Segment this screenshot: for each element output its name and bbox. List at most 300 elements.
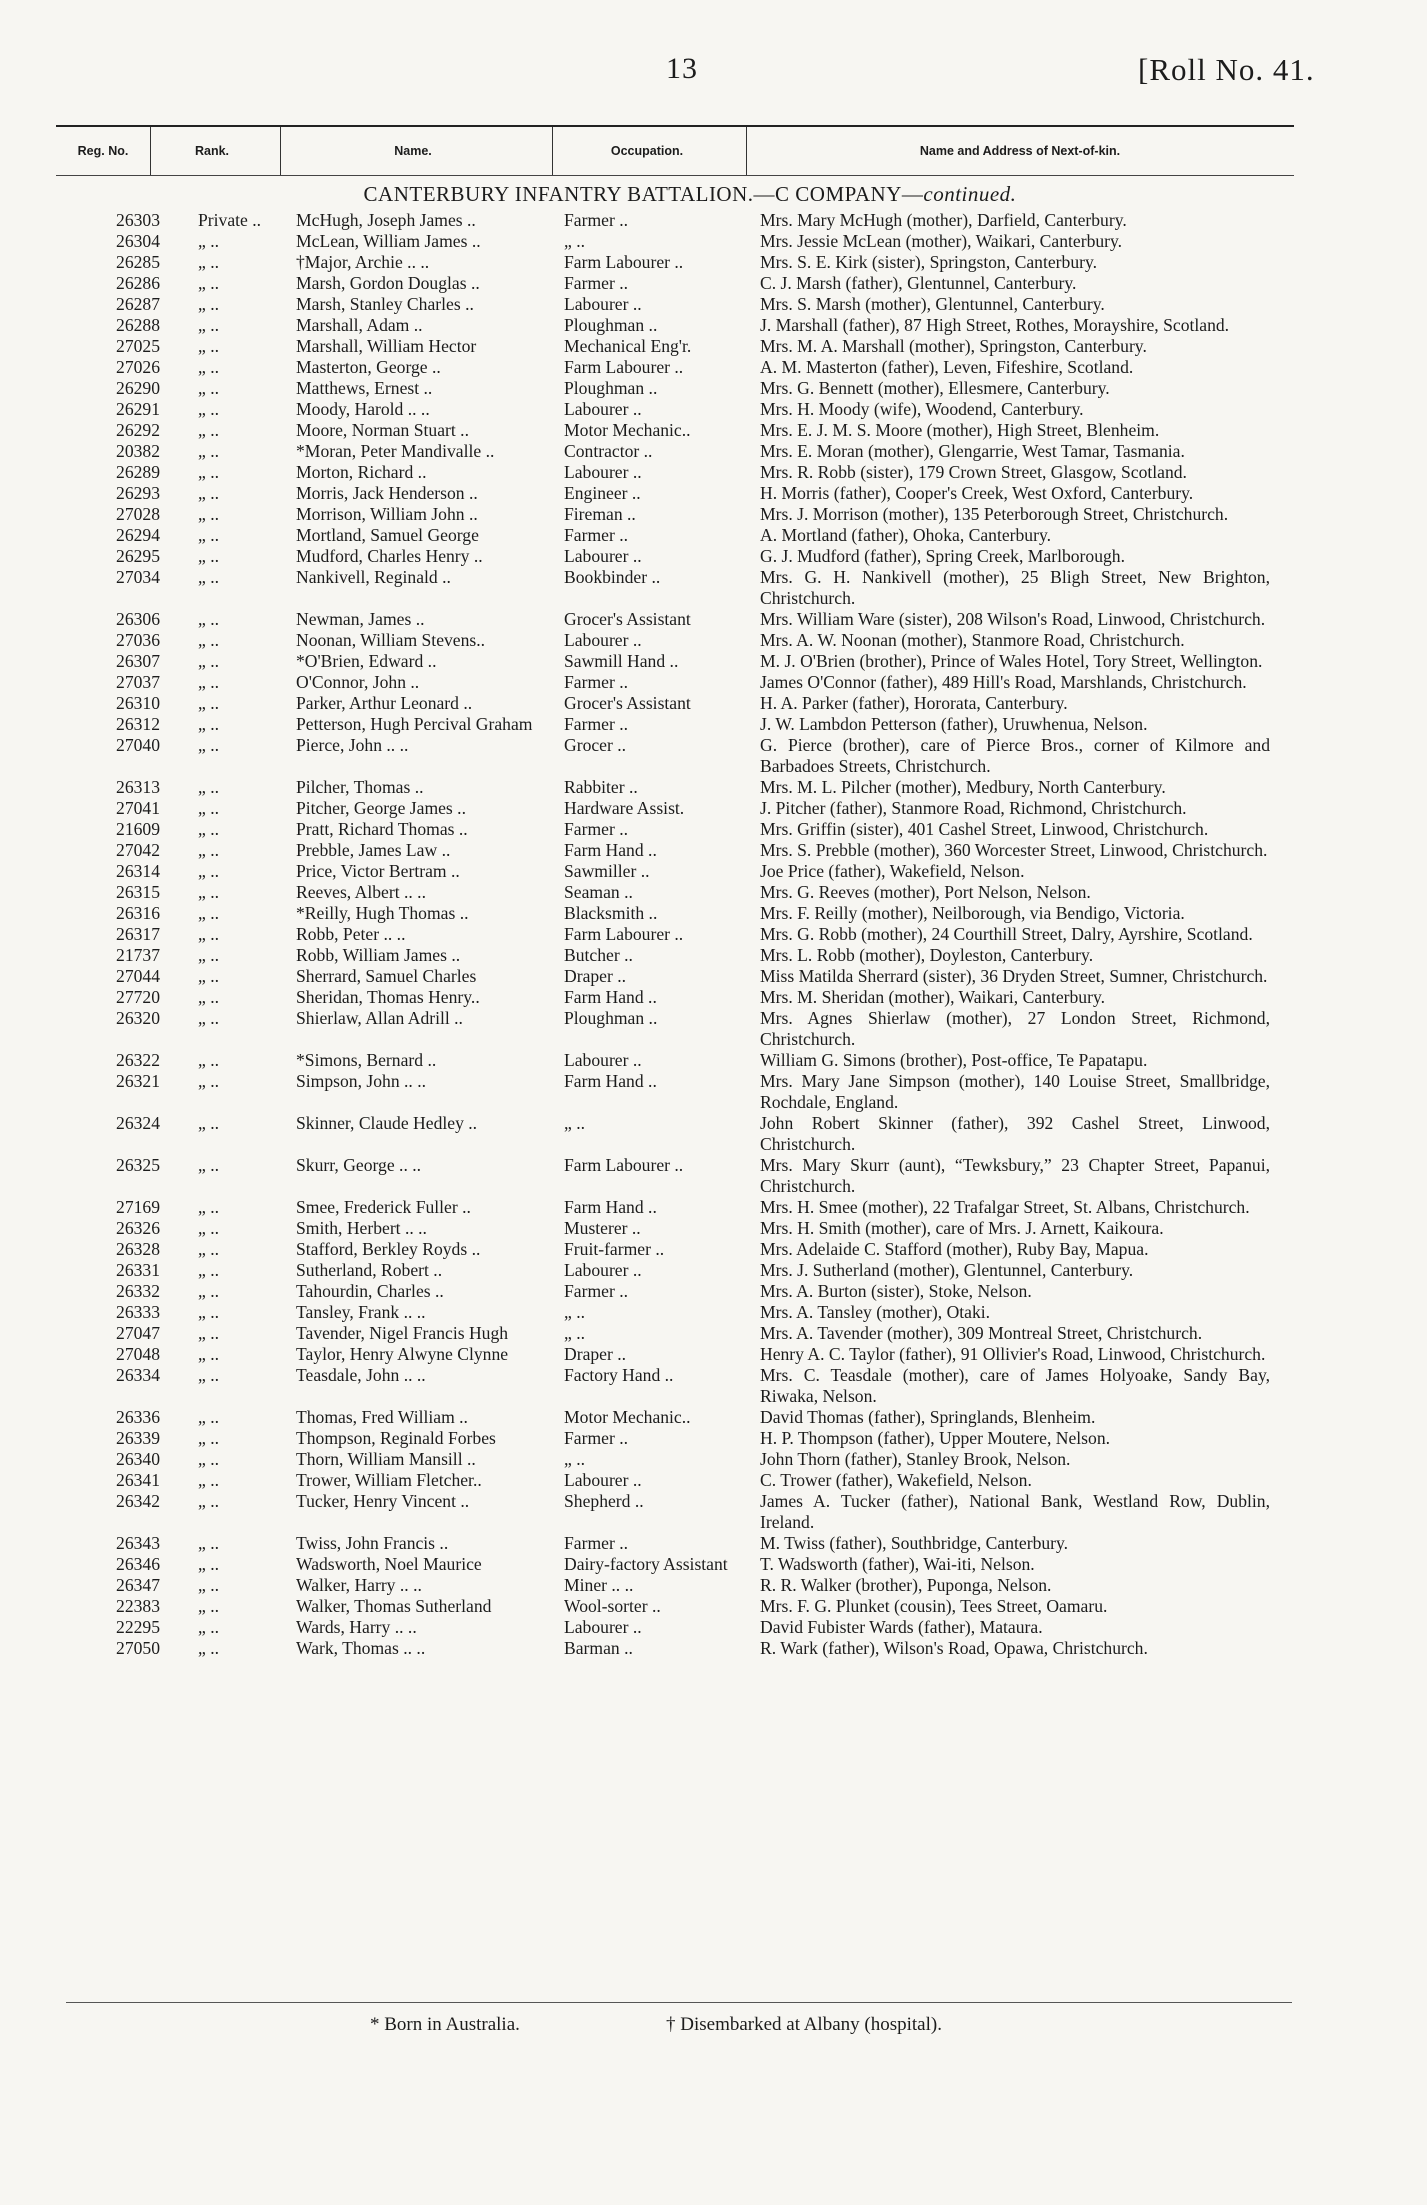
reg-number: 22295 [116, 1617, 160, 1637]
next-of-kin: Mrs. R. Robb (sister), 179 Crown Street, Glasgow, Scotland. [760, 462, 1187, 482]
occupation: Labourer .. [564, 399, 642, 419]
next-of-kin: James O'Connor (father), 489 Hill's Road, Marshlands, Christchurch. [760, 672, 1247, 692]
table-row [0, 987, 1427, 1008]
reg-number: 26313 [116, 777, 160, 797]
table-row [0, 1113, 1427, 1155]
next-of-kin: Mrs. E. J. M. S. Moore (mother), High Street, Blenheim. [760, 420, 1160, 440]
next-of-kin: A. Mortland (father), Ohoka, Canterbury. [760, 525, 1052, 545]
next-of-kin: Mrs. Mary Jane Simpson (mother), 140 Louise Street, Smallbridge, Rochdale, England. [760, 1071, 1270, 1112]
occupation: Farmer .. [564, 273, 629, 293]
reg-number: 26312 [116, 714, 160, 734]
table-row [0, 357, 1427, 378]
reg-number: 27028 [116, 504, 160, 524]
occupation: Fruit-farmer .. [564, 1239, 665, 1259]
occupation: Blacksmith .. [564, 903, 658, 923]
next-of-kin: Mrs. G. Robb (mother), 24 Courthill Street, Dalry, Ayrshire, Scotland. [760, 924, 1253, 944]
section-title: CANTERBURY INFANTRY BATTALION.—C COMPANY— [363, 182, 924, 206]
table-row [0, 1281, 1427, 1302]
reg-number: 26322 [116, 1050, 160, 1070]
rank: „ .. [198, 1617, 220, 1637]
table-row [0, 1470, 1427, 1491]
next-of-kin: Mrs. A. Burton (sister), Stoke, Nelson. [760, 1281, 1032, 1301]
rank: „ .. [198, 567, 220, 587]
reg-number: 26324 [116, 1113, 160, 1133]
occupation: Farm Hand .. [564, 840, 657, 860]
table-row [0, 525, 1427, 546]
footer-rule [66, 2002, 1292, 2003]
rank: „ .. [198, 273, 220, 293]
occupation: Grocer's Assistant [564, 693, 691, 713]
next-of-kin: M. Twiss (father), Southbridge, Canterbury. [760, 1533, 1069, 1553]
reg-number: 26303 [116, 210, 160, 230]
soldier-name: Morrison, William John .. [296, 504, 478, 524]
rank: „ .. [198, 1155, 220, 1175]
table-row [0, 1365, 1427, 1407]
reg-number: 26285 [116, 252, 160, 272]
next-of-kin: A. M. Masterton (father), Leven, Fifeshire, Scotland. [760, 357, 1134, 377]
soldier-name: *Moran, Peter Mandivalle .. [296, 441, 495, 461]
table-row [0, 1428, 1427, 1449]
reg-number: 27042 [116, 840, 160, 860]
reg-number: 27041 [116, 798, 160, 818]
next-of-kin: David Thomas (father), Springlands, Blenheim. [760, 1407, 1096, 1427]
next-of-kin: Mrs. H. Smee (mother), 22 Trafalgar Street, St. Albans, Christchurch. [760, 1197, 1250, 1217]
soldier-name: Moore, Norman Stuart .. [296, 420, 469, 440]
next-of-kin: H. Morris (father), Cooper's Creek, West Oxford, Canterbury. [760, 483, 1194, 503]
soldier-name: Simpson, John .. .. [296, 1071, 427, 1091]
reg-number: 26342 [116, 1491, 160, 1511]
reg-number: 26290 [116, 378, 160, 398]
next-of-kin: R. R. Walker (brother), Puponga, Nelson. [760, 1575, 1052, 1595]
occupation: Labourer .. [564, 630, 642, 650]
occupation: Farmer .. [564, 525, 629, 545]
soldier-name: †Major, Archie .. .. [296, 252, 430, 272]
soldier-name: Tucker, Henry Vincent .. [296, 1491, 470, 1511]
occupation: Farm Hand .. [564, 987, 657, 1007]
reg-number: 26292 [116, 420, 160, 440]
next-of-kin: Mrs. M. Sheridan (mother), Waikari, Canterbury. [760, 987, 1106, 1007]
soldier-name: Walker, Thomas Sutherland [296, 1596, 492, 1616]
rank: „ .. [198, 1365, 220, 1385]
soldier-name: Pilcher, Thomas .. [296, 777, 424, 797]
occupation: „ .. [564, 231, 586, 251]
occupation: Farm Hand .. [564, 1071, 657, 1091]
rank: „ .. [198, 693, 220, 713]
next-of-kin: Mrs. S. Prebble (mother), 360 Worcester Street, Linwood, Christchurch. [760, 840, 1268, 860]
soldier-name: Sherrard, Samuel Charles [296, 966, 477, 986]
column-header-row [56, 125, 1294, 176]
soldier-name: Tahourdin, Charles .. [296, 1281, 444, 1301]
reg-number: 26320 [116, 1008, 160, 1028]
rank: „ .. [198, 966, 220, 986]
rank: „ .. [198, 903, 220, 923]
soldier-name: Walker, Harry .. .. [296, 1575, 422, 1595]
rank: „ .. [198, 357, 220, 377]
rank: „ .. [198, 714, 220, 734]
soldier-name: Noonan, William Stevens.. [296, 630, 486, 650]
next-of-kin: Mrs. G. H. Nankivell (mother), 25 Bligh Street, New Brighton, Christchurch. [760, 567, 1270, 608]
header-reg-no: Reg. No. [77, 144, 129, 158]
occupation: Grocer .. [564, 735, 627, 755]
soldier-name: Robb, William James .. [296, 945, 461, 965]
table-row [0, 966, 1427, 987]
occupation: Rabbiter .. [564, 777, 638, 797]
soldier-name: Marshall, William Hector [296, 336, 477, 356]
soldier-name: Pratt, Richard Thomas .. [296, 819, 468, 839]
reg-number: 26288 [116, 315, 160, 335]
page-number: 13 [666, 52, 698, 85]
table-row [0, 252, 1427, 273]
occupation: „ .. [564, 1323, 586, 1343]
reg-number: 26331 [116, 1260, 160, 1280]
soldier-name: Tavender, Nigel Francis Hugh [296, 1323, 509, 1343]
table-row [0, 882, 1427, 903]
occupation: Shepherd .. [564, 1491, 644, 1511]
table-row [0, 630, 1427, 651]
soldier-name: Shierlaw, Allan Adrill .. [296, 1008, 463, 1028]
next-of-kin: Mrs. Adelaide C. Stafford (mother), Ruby Bay, Mapua. [760, 1239, 1149, 1259]
next-of-kin: Mrs. Mary McHugh (mother), Darfield, Canterbury. [760, 210, 1127, 230]
rank: „ .. [198, 1008, 220, 1028]
rank: „ .. [198, 336, 220, 356]
reg-number: 26325 [116, 1155, 160, 1175]
next-of-kin: J. W. Lambdon Petterson (father), Uruwhenua, Nelson. [760, 714, 1148, 734]
reg-number: 26314 [116, 861, 160, 881]
next-of-kin: Joe Price (father), Wakefield, Nelson. [760, 861, 1025, 881]
rank: „ .. [198, 1344, 220, 1364]
table-row [0, 315, 1427, 336]
table-row [0, 1554, 1427, 1575]
rank: „ .. [198, 1302, 220, 1322]
soldier-name: Petterson, Hugh Percival Graham [296, 714, 533, 734]
reg-number: 26306 [116, 609, 160, 629]
soldier-name: Tansley, Frank .. .. [296, 1302, 426, 1322]
occupation: Mechanical Eng'r. [564, 336, 692, 356]
rank: „ .. [198, 378, 220, 398]
rank: „ .. [198, 1491, 220, 1511]
footnote-disembarked-albany: † Disembarked at Albany (hospital). [666, 2014, 942, 2035]
rank: „ .. [198, 483, 220, 503]
reg-number: 26343 [116, 1533, 160, 1553]
rank: „ .. [198, 924, 220, 944]
soldier-name: Morris, Jack Henderson .. [296, 483, 478, 503]
rank: „ .. [198, 609, 220, 629]
soldier-name: Skinner, Claude Hedley .. [296, 1113, 478, 1133]
rank: „ .. [198, 882, 220, 902]
roll-number: [Roll No. 41. [1138, 52, 1315, 87]
rank: „ .. [198, 231, 220, 251]
soldier-name: Twiss, John Francis .. [296, 1533, 449, 1553]
table-row [0, 735, 1427, 777]
next-of-kin: Mrs. Griffin (sister), 401 Cashel Street, Linwood, Christchurch. [760, 819, 1209, 839]
table-row [0, 651, 1427, 672]
reg-number: 27040 [116, 735, 160, 755]
next-of-kin: Mrs. M. L. Pilcher (mother), Medbury, North Canterbury. [760, 777, 1166, 797]
rank: „ .. [198, 1218, 220, 1238]
reg-number: 26332 [116, 1281, 160, 1301]
next-of-kin: John Thorn (father), Stanley Brook, Nelson. [760, 1449, 1071, 1469]
table-row [0, 1155, 1427, 1197]
table-row [0, 1617, 1427, 1638]
next-of-kin: J. Pitcher (father), Stanmore Road, Richmond, Christchurch. [760, 798, 1187, 818]
reg-number: 26291 [116, 399, 160, 419]
next-of-kin: William G. Simons (brother), Post-office, Te Papatapu. [760, 1050, 1148, 1070]
occupation: Factory Hand .. [564, 1365, 674, 1385]
next-of-kin: Mrs. F. Reilly (mother), Neilborough, via Bendigo, Victoria. [760, 903, 1185, 923]
soldier-name: Mudford, Charles Henry .. [296, 546, 483, 566]
occupation: Labourer .. [564, 1260, 642, 1280]
reg-number: 27026 [116, 357, 160, 377]
occupation: Labourer .. [564, 1050, 642, 1070]
table-row [0, 504, 1427, 525]
table-row [0, 714, 1427, 735]
soldier-name: Thorn, William Mansill .. [296, 1449, 476, 1469]
reg-number: 27720 [116, 987, 160, 1007]
soldier-name: Wark, Thomas .. .. [296, 1638, 426, 1658]
soldier-name: Thomas, Fred William .. [296, 1407, 468, 1427]
table-row [0, 1260, 1427, 1281]
reg-number: 26321 [116, 1071, 160, 1091]
occupation: Farmer .. [564, 210, 629, 230]
rank: „ .. [198, 294, 220, 314]
soldier-name: Price, Victor Bertram .. [296, 861, 460, 881]
soldier-name: Marsh, Stanley Charles .. [296, 294, 474, 314]
next-of-kin: G. J. Mudford (father), Spring Creek, Marlborough. [760, 546, 1125, 566]
soldier-name: Pierce, John .. .. [296, 735, 409, 755]
rank: „ .. [198, 441, 220, 461]
reg-number: 26315 [116, 882, 160, 902]
soldier-name: Teasdale, John .. .. [296, 1365, 426, 1385]
table-row [0, 840, 1427, 861]
reg-number: 26310 [116, 693, 160, 713]
reg-number: 26333 [116, 1302, 160, 1322]
next-of-kin: C. J. Marsh (father), Glentunnel, Canterbury. [760, 273, 1077, 293]
table-row [0, 945, 1427, 966]
rank: „ .. [198, 1554, 220, 1574]
rank: „ .. [198, 252, 220, 272]
rank: „ .. [198, 1638, 220, 1658]
rank: „ .. [198, 651, 220, 671]
soldier-name: Smith, Herbert .. .. [296, 1218, 427, 1238]
occupation: Motor Mechanic.. [564, 1407, 691, 1427]
occupation: Engineer .. [564, 483, 641, 503]
table-row [0, 903, 1427, 924]
rank: Private .. [198, 210, 262, 230]
occupation: Wool-sorter .. [564, 1596, 661, 1616]
soldier-name: Mortland, Samuel George [296, 525, 479, 545]
occupation: Seaman .. [564, 882, 633, 902]
reg-number: 21737 [116, 945, 160, 965]
soldier-name: Smee, Frederick Fuller .. [296, 1197, 471, 1217]
rank: „ .. [198, 462, 220, 482]
rank: „ .. [198, 1050, 220, 1070]
reg-number: 27036 [116, 630, 160, 650]
table-row [0, 210, 1427, 231]
next-of-kin: Mrs. H. Moody (wife), Woodend, Canterbury. [760, 399, 1084, 419]
next-of-kin: Mrs. J. Morrison (mother), 135 Peterborough Street, Christchurch. [760, 504, 1229, 524]
soldier-name: Pitcher, George James .. [296, 798, 466, 818]
rank: „ .. [198, 1197, 220, 1217]
soldier-name: Thompson, Reginald Forbes [296, 1428, 496, 1448]
table-row [0, 420, 1427, 441]
rank: „ .. [198, 798, 220, 818]
table-row [0, 273, 1427, 294]
soldier-name: Moody, Harold .. .. [296, 399, 430, 419]
reg-number: 27050 [116, 1638, 160, 1658]
header-name: Name. [394, 144, 432, 158]
occupation: Sawmill Hand .. [564, 651, 679, 671]
occupation: Farmer .. [564, 1281, 629, 1301]
table-row [0, 546, 1427, 567]
table-row [0, 336, 1427, 357]
occupation: „ .. [564, 1449, 586, 1469]
occupation: Labourer .. [564, 546, 642, 566]
reg-number: 26293 [116, 483, 160, 503]
occupation: Hardware Assist. [564, 798, 685, 818]
rank: „ .. [198, 420, 220, 440]
rank: „ .. [198, 1428, 220, 1448]
table-row [0, 1596, 1427, 1617]
soldier-name: Sheridan, Thomas Henry.. [296, 987, 480, 1007]
table-row [0, 924, 1427, 945]
table-row [0, 1575, 1427, 1596]
occupation: Miner .. .. [564, 1575, 634, 1595]
reg-number: 26326 [116, 1218, 160, 1238]
table-row [0, 777, 1427, 798]
rank: „ .. [198, 1596, 220, 1616]
next-of-kin: Mrs. L. Robb (mother), Doyleston, Canterbury. [760, 945, 1094, 965]
reg-number: 22383 [116, 1596, 160, 1616]
occupation: Dairy-factory Assistant [564, 1554, 728, 1574]
rank: „ .. [198, 1071, 220, 1091]
rank: „ .. [198, 1323, 220, 1343]
next-of-kin: Mrs. Agnes Shierlaw (mother), 27 London Street, Richmond, Christchurch. [760, 1008, 1270, 1049]
occupation: Farm Labourer .. [564, 924, 684, 944]
table-row [0, 1050, 1427, 1071]
occupation: Farmer .. [564, 1533, 629, 1553]
table-row [0, 693, 1427, 714]
reg-number: 26317 [116, 924, 160, 944]
occupation: Farm Labourer .. [564, 252, 684, 272]
table-row [0, 567, 1427, 609]
soldier-name: McLean, William James .. [296, 231, 481, 251]
section-heading [260, 182, 1120, 207]
soldier-name: McHugh, Joseph James .. [296, 210, 476, 230]
table-row [0, 1638, 1427, 1659]
table-row [0, 462, 1427, 483]
table-row [0, 1491, 1427, 1533]
occupation: Fireman .. [564, 504, 636, 524]
soldier-name: Wadsworth, Noel Maurice [296, 1554, 482, 1574]
next-of-kin: Mrs. A. W. Noonan (mother), Stanmore Road, Christchurch. [760, 630, 1185, 650]
reg-number: 26339 [116, 1428, 160, 1448]
soldier-name: Reeves, Albert .. .. [296, 882, 426, 902]
next-of-kin: Mrs. H. Smith (mother), care of Mrs. J. Arnett, Kaikoura. [760, 1218, 1164, 1238]
reg-number: 26307 [116, 651, 160, 671]
header-occupation: Occupation. [610, 144, 684, 158]
soldier-name: Stafford, Berkley Royds .. [296, 1239, 481, 1259]
roll-table-body [0, 210, 1427, 1659]
soldier-name: *Reilly, Hugh Thomas .. [296, 903, 469, 923]
table-row [0, 1071, 1427, 1113]
soldier-name: Masterton, George .. [296, 357, 441, 377]
table-row [0, 231, 1427, 252]
rank: „ .. [198, 840, 220, 860]
reg-number: 26336 [116, 1407, 160, 1427]
reg-number: 27034 [116, 567, 160, 587]
reg-number: 27169 [116, 1197, 160, 1217]
occupation: Labourer .. [564, 1470, 642, 1490]
reg-number: 21609 [116, 819, 160, 839]
table-row [0, 378, 1427, 399]
table-row [0, 819, 1427, 840]
occupation: Farmer .. [564, 672, 629, 692]
rank: „ .. [198, 399, 220, 419]
next-of-kin: Mrs. S. E. Kirk (sister), Springston, Canterbury. [760, 252, 1098, 272]
next-of-kin: R. Wark (father), Wilson's Road, Opawa, Christchurch. [760, 1638, 1148, 1658]
rank: „ .. [198, 315, 220, 335]
rank: „ .. [198, 630, 220, 650]
reg-number: 26334 [116, 1365, 160, 1385]
table-row [0, 294, 1427, 315]
rank: „ .. [198, 1533, 220, 1553]
next-of-kin: Mrs. A. Tavender (mother), 309 Montreal Street, Christchurch. [760, 1323, 1203, 1343]
table-row [0, 1323, 1427, 1344]
next-of-kin: Mrs. S. Marsh (mother), Glentunnel, Canterbury. [760, 294, 1105, 314]
next-of-kin: David Fubister Wards (father), Mataura. [760, 1617, 1043, 1637]
occupation: Butcher .. [564, 945, 633, 965]
occupation: Bookbinder .. [564, 567, 661, 587]
occupation: Grocer's Assistant [564, 609, 691, 629]
soldier-name: Matthews, Ernest .. [296, 378, 433, 398]
reg-number: 26341 [116, 1470, 160, 1490]
occupation: Farmer .. [564, 819, 629, 839]
rank: „ .. [198, 1281, 220, 1301]
reg-number: 26304 [116, 231, 160, 251]
next-of-kin: G. Pierce (brother), care of Pierce Bros., corner of Kilmore and Barbadoes Streets, Christchurch. [760, 735, 1270, 776]
occupation: Contractor .. [564, 441, 653, 461]
occupation: Barman .. [564, 1638, 633, 1658]
soldier-name: Skurr, George .. .. [296, 1155, 422, 1175]
occupation: Ploughman .. [564, 1008, 658, 1028]
reg-number: 27044 [116, 966, 160, 986]
next-of-kin: Mrs. Mary Skurr (aunt), “Tewksbury,” 23 Chapter Street, Papanui, Christchurch. [760, 1155, 1270, 1196]
soldier-name: Marsh, Gordon Douglas .. [296, 273, 480, 293]
rank: „ .. [198, 861, 220, 881]
soldier-name: O'Connor, John .. [296, 672, 420, 692]
table-row [0, 1218, 1427, 1239]
soldier-name: Parker, Arthur Leonard .. [296, 693, 473, 713]
rank: „ .. [198, 819, 220, 839]
occupation: Labourer .. [564, 294, 642, 314]
soldier-name: Marshall, Adam .. [296, 315, 423, 335]
next-of-kin: Mrs. M. A. Marshall (mother), Springston, Canterbury. [760, 336, 1147, 356]
rank: „ .. [198, 525, 220, 545]
soldier-name: Newman, James .. [296, 609, 425, 629]
rank: „ .. [198, 945, 220, 965]
reg-number: 20382 [116, 441, 160, 461]
occupation: Sawmiller .. [564, 861, 650, 881]
soldier-name: Robb, Peter .. .. [296, 924, 406, 944]
rank: „ .. [198, 1260, 220, 1280]
next-of-kin: Mrs. G. Bennett (mother), Ellesmere, Canterbury. [760, 378, 1110, 398]
occupation: Musterer .. [564, 1218, 641, 1238]
reg-number: 26295 [116, 546, 160, 566]
occupation: Farm Labourer .. [564, 1155, 684, 1175]
header-next-of-kin: Name and Address of Next-of-kin. [919, 144, 1121, 158]
table-row [0, 1197, 1427, 1218]
soldier-name: Trower, William Fletcher.. [296, 1470, 482, 1490]
